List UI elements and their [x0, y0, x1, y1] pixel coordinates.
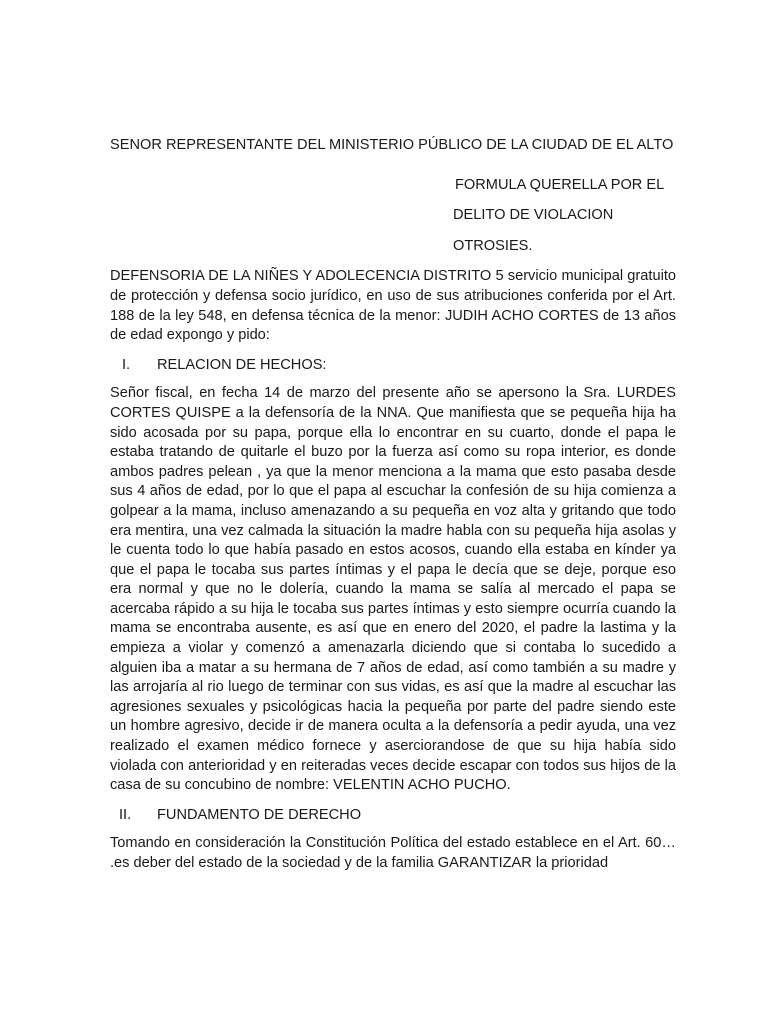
document-body — [110, 136, 676, 874]
section-title-2: FUNDAMENTO DE DERECHO — [157, 806, 362, 823]
section-body-2: Tomando en consideración la Constitución Política del estado establece en el Art. 60… .es deber del estado de la sociedad y de la familia GARANTIZAR la prioridad — [110, 835, 676, 871]
reference-line-3: OTROSIES. — [453, 237, 533, 254]
addressee-line: SENOR REPRESENTANTE DEL MINISTERIO PÚBLICO DE LA CIUDAD DE EL ALTO — [110, 137, 674, 153]
reference-block — [453, 176, 676, 257]
section-heading-2 — [110, 806, 676, 826]
section-number-2: II. — [119, 806, 132, 823]
section-number-1: I. — [122, 356, 131, 373]
reference-line-2: DELITO DE VIOLACION — [453, 207, 614, 224]
section-title-1: RELACION DE HECHOS: — [157, 356, 327, 373]
intro-paragraph: DEFENSORIA DE LA NIÑES Y ADOLECENCIA DISTRITO 5 servicio municipal gratuito de protección y defensa socio jurídico, en uso de sus atribuciones conferida por el Art. 188 de la ley 548, en defensa técnica de la menor: JUDIH ACHO CORTES de 13 años de edad expongo y pido: — [110, 268, 676, 344]
section-body-1: Señor fiscal, en fecha 14 de marzo del presente año se apersono la Sra. LURDES CORTES QUISPE a la defensoría de la NNA. Que manifiesta que se pequeña hija ha sido acosada por su papa, porque ella lo encontrar en su cuarto, donde el papa le estaba tratando de quitarle el buzo por la fuerza así como su ropa interior, es donde ambos padres pelean , ya que la menor menciona a la mama que esto pasaba desde sus 4 años de edad, por lo que el papa al escuchar la confesión de su hija comienza a golpear a la mama, incluso amenazando a su pequeña en voz alta y gritando que todo era mentira, una vez calmada la situación la madre habla con su pequeña hija asolas y le cuenta todo lo que había pasado en estos acosos, cuando ella estaba en kínder ya que el papa le tocaba sus partes íntimas y el papa le decía que se deje, porque eso era normal y que no le dolería, cuando la mama se salía al mercado el papa se acercaba rápido a su hija le tocaba sus partes íntimas y esto siempre ocurría cuando la mama se encontraba ausente, es así que en enero del 2020, el padre la lastima y la empieza a violar y comenzó a amenazarla diciendo que si contaba lo sucedido a alguien iba a matar a su hermana de 7 años de edad, así como también a su madre y las arrojaría al rio luego de terminar con sus vidas, es así que la madre al escuchar las agresiones sexuales y psicológicas hacia la pequeña por parte del padre siendo este un hombre agresivo, decide ir de manera oculta a la defensoría a pedir ayuda, una vez realizado el examen médico fornece y aserciorandose de que su hija había sido violada con anterioridad y en reiteradas veces decide escapar con todos sus hijos de la casa de su concubino de nombre: VELENTIN ACHO PUCHO. — [110, 385, 676, 794]
reference-line-1: FORMULA QUERELLA POR EL — [455, 176, 665, 193]
section-heading-1 — [110, 356, 676, 376]
